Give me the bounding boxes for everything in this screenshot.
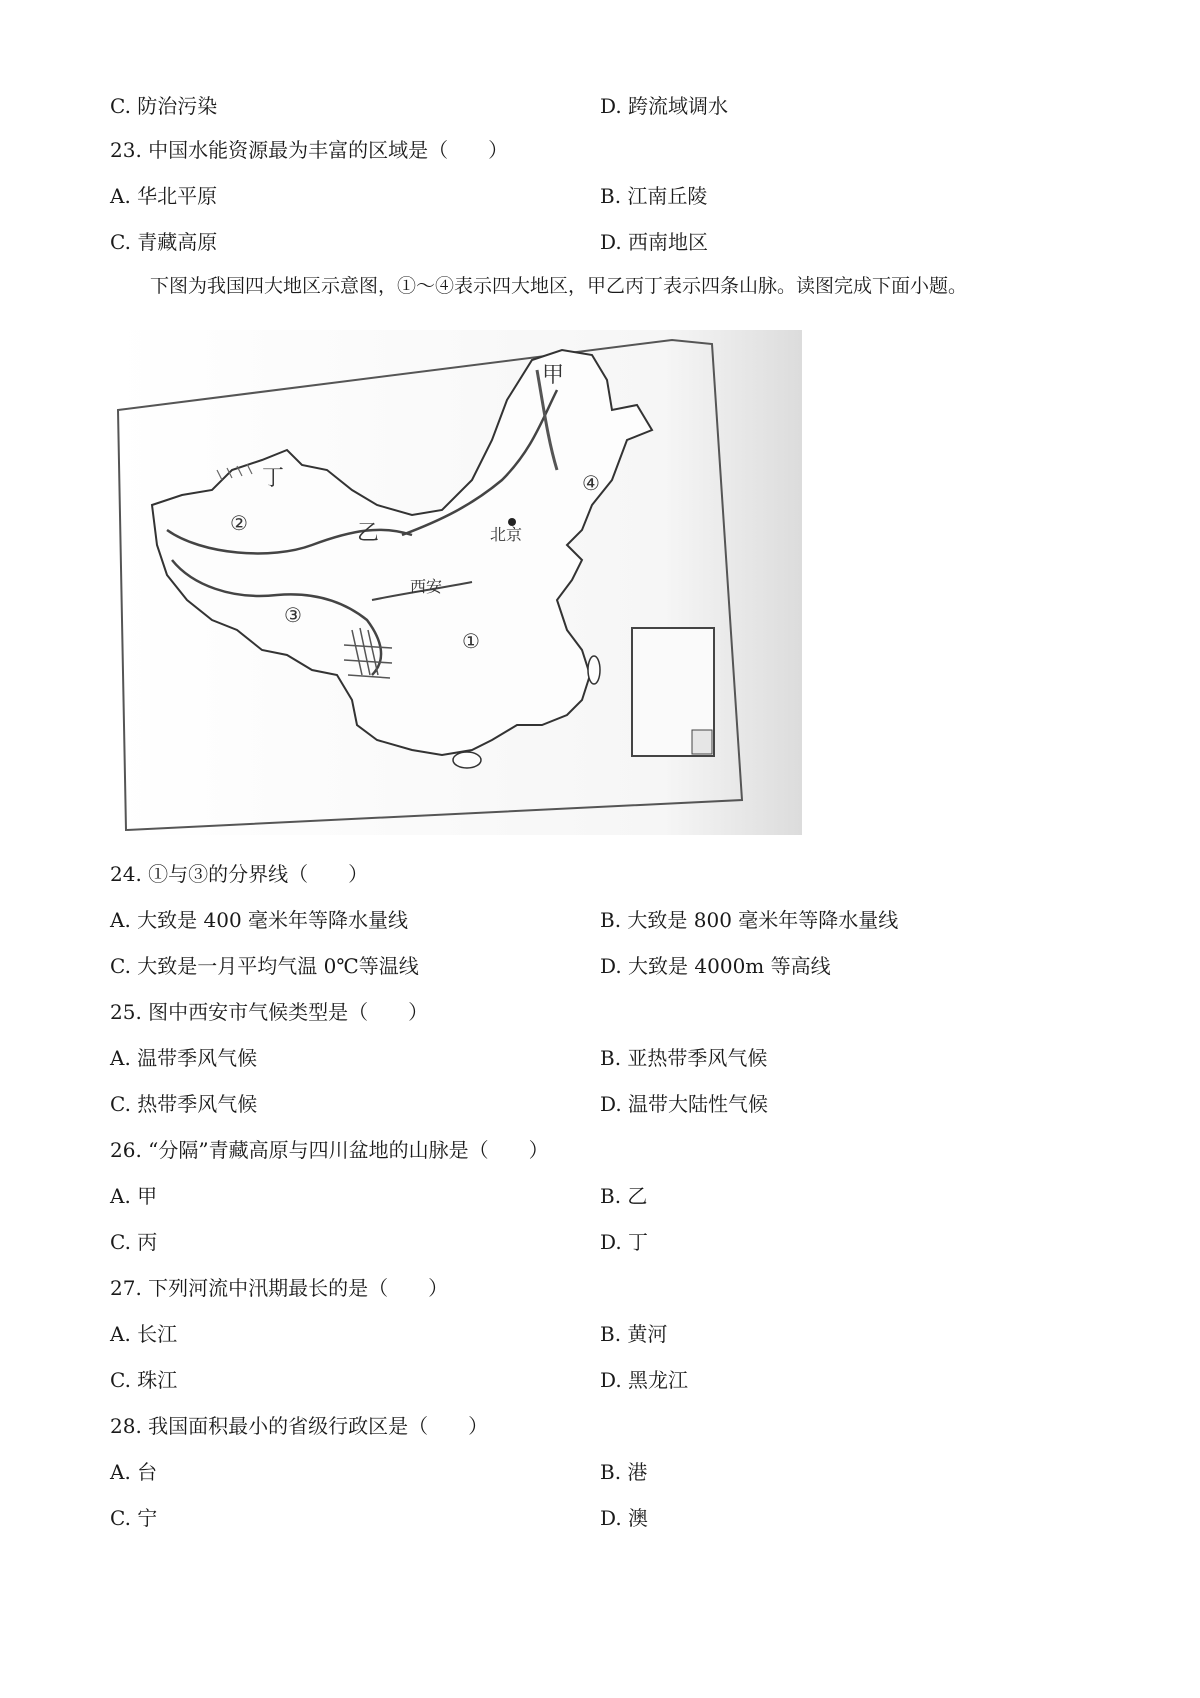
- map-svg: [112, 330, 802, 835]
- q26-stem: 26. “分隔”青藏高原与四川盆地的山脉是（ ）: [110, 1138, 549, 1162]
- inset-legend-box: [692, 730, 712, 754]
- q28-option-d[interactable]: D. 澳: [600, 1506, 649, 1530]
- hainan-island: [453, 752, 481, 768]
- q23-option-b[interactable]: B. 江南丘陵: [600, 184, 708, 208]
- q22-option-c[interactable]: C. 防治污染: [110, 94, 218, 118]
- q26-option-d[interactable]: D. 丁: [600, 1230, 649, 1254]
- label-jia: 甲: [542, 363, 565, 388]
- q23-stem: 23. 中国水能资源最为丰富的区域是（ ）: [110, 138, 509, 162]
- map-intro: 下图为我国四大地区示意图，①～④表示四大地区，甲乙丙丁表示四条山脉。读图完成下面小题。: [150, 275, 968, 297]
- q27-stem: 27. 下列河流中汛期最长的是（ ）: [110, 1276, 449, 1300]
- q27-option-c[interactable]: C. 珠江: [110, 1368, 178, 1392]
- q24-option-c[interactable]: C. 大致是一月平均气温 0℃等温线: [110, 954, 419, 978]
- label-region-2: ②: [230, 511, 248, 535]
- label-region-4: ④: [582, 471, 600, 495]
- q27-option-b[interactable]: B. 黄河: [600, 1322, 668, 1346]
- q25-option-c[interactable]: C. 热带季风气候: [110, 1092, 258, 1116]
- q26-option-c[interactable]: C. 丙: [110, 1230, 158, 1254]
- label-beijing: 北京: [490, 525, 523, 544]
- q27-option-d[interactable]: D. 黑龙江: [600, 1368, 689, 1392]
- q28-option-c[interactable]: C. 宁: [110, 1506, 158, 1530]
- label-region-3: ③: [284, 603, 302, 627]
- q23-option-a[interactable]: A. 华北平原: [110, 184, 218, 208]
- china-regions-map: [112, 330, 802, 835]
- q28-stem: 28. 我国面积最小的省级行政区是（ ）: [110, 1414, 489, 1438]
- q25-stem: 25. 图中西安市气候类型是（ ）: [110, 1000, 429, 1024]
- label-region-1: ①: [462, 629, 480, 653]
- q24-option-a[interactable]: A. 大致是 400 毫米年等降水量线: [110, 908, 409, 932]
- q24-option-b[interactable]: B. 大致是 800 毫米年等降水量线: [600, 908, 899, 932]
- label-yi: 乙: [357, 521, 380, 546]
- q23-option-d[interactable]: D. 西南地区: [600, 230, 709, 254]
- q25-option-d[interactable]: D. 温带大陆性气候: [600, 1092, 769, 1116]
- q26-option-b[interactable]: B. 乙: [600, 1184, 648, 1208]
- label-xian: 西安: [410, 577, 443, 596]
- q25-option-a[interactable]: A. 温带季风气候: [110, 1046, 258, 1070]
- q28-option-b[interactable]: B. 港: [600, 1460, 648, 1484]
- q28-option-a[interactable]: A. 台: [110, 1460, 158, 1484]
- taiwan-island: [588, 656, 600, 684]
- q23-option-c[interactable]: C. 青藏高原: [110, 230, 218, 254]
- q24-stem: 24. ①与③的分界线（ ）: [110, 862, 369, 886]
- q25-option-b[interactable]: B. 亚热带季风气候: [600, 1046, 768, 1070]
- q22-option-d[interactable]: D. 跨流域调水: [600, 94, 729, 118]
- q26-option-a[interactable]: A. 甲: [110, 1184, 158, 1208]
- q27-option-a[interactable]: A. 长江: [110, 1322, 178, 1346]
- q24-option-d[interactable]: D. 大致是 4000m 等高线: [600, 954, 831, 978]
- label-ding: 丁: [262, 466, 285, 491]
